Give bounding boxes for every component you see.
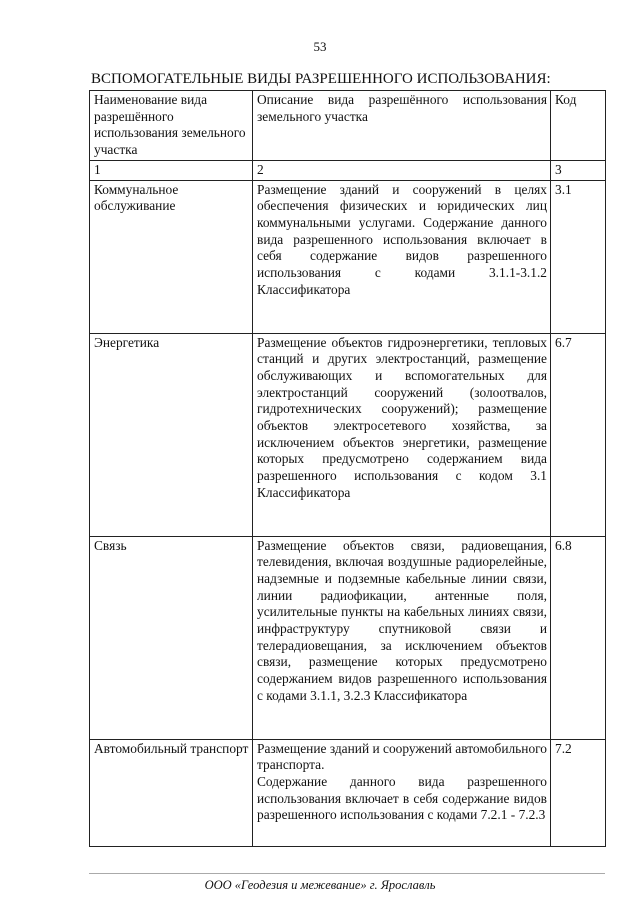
table-numbering-row <box>90 160 606 180</box>
header-name: Наименование вида разрешённого использования земельного участка <box>90 91 253 161</box>
row-description: Размещение объектов связи, радиовещания, телевидения, включая воздушные радиорелейные, надземные и подземные кабельные линии связи, линии радиофикации, антенные поля, усилительные пункты на кабельных линиях связи, инфраструктуру спутниковой связи и телерадиовещания, за исключением объектов связи, размещение которых предусмотрено содержанием видов разрешенного использования с кодами 3.1.1, 3.2.3 Классификатора <box>253 536 551 739</box>
table-row <box>90 536 606 739</box>
table-row <box>90 739 606 846</box>
row-name: Коммунальное обслуживание <box>90 180 253 333</box>
row-name: Энергетика <box>90 333 253 536</box>
section-heading: ВСПОМОГАТЕЛЬНЫЕ ВИДЫ РАЗРЕШЕННОГО ИСПОЛЬЗОВАНИЯ: <box>91 71 551 87</box>
table-header-row <box>90 91 606 161</box>
page-footer: ООО «Геодезия и межевание» г. Ярославль <box>204 878 436 892</box>
permitted-use-table <box>89 90 606 847</box>
header-code: Код <box>551 91 606 161</box>
row-name: Связь <box>90 536 253 739</box>
numbering-c1: 1 <box>90 160 253 180</box>
table-row <box>90 180 606 333</box>
row-description <box>253 739 551 846</box>
row-description-part-1: Размещение зданий и сооружений автомобильного транспорта. <box>257 740 547 773</box>
numbering-c3: 3 <box>551 160 606 180</box>
row-description-part-2: Содержание данного вида разрешенного использования включает в себя содержание видов разрешенного использования с кодами 7.2.1 - 7.2.3 <box>257 773 547 823</box>
row-code: 7.2 <box>551 739 606 846</box>
footer-divider <box>89 873 605 874</box>
row-description: Размещение объектов гидроэнергетики, тепловых станций и других электростанций, размещение обслуживающих и вспомогательных для электростанций сооружений (золоотвалов, гидротехнических сооружений); размещение объектов электросетевого хозяйства, за исключением объектов энергетики, размещение которых предусмотрено содержанием вида разрешенного использования с кодом 3.1 Классификатора <box>253 333 551 536</box>
row-code: 3.1 <box>551 180 606 333</box>
header-description: Описание вида разрешённого использования земельного участка <box>253 91 551 161</box>
numbering-c2: 2 <box>253 160 551 180</box>
row-code: 6.7 <box>551 333 606 536</box>
row-name: Автомобильный транспорт <box>90 739 253 846</box>
row-description: Размещение зданий и сооружений в целях обеспечения физических и юридических лиц коммунальными услугами. Содержание данного вида разрешенного использования включает в себя содержание видов разрешенного использования с кодами 3.1.1-3.1.2 Классификатора <box>253 180 551 333</box>
row-code: 6.8 <box>551 536 606 739</box>
page-number: 53 <box>313 39 327 54</box>
table-row <box>90 333 606 536</box>
